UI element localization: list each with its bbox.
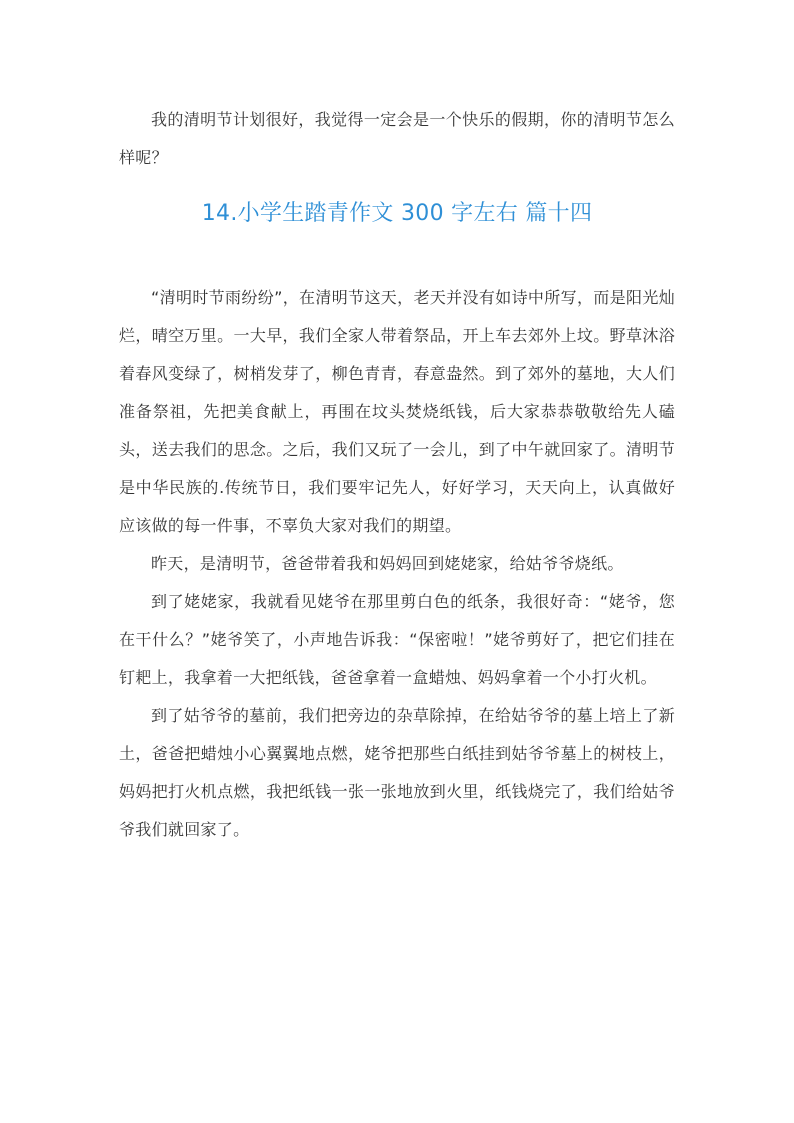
paragraph-1: “清明时节雨纷纷”，在清明节这天，老天并没有如诗中所写，而是阳光灿烂，晴空万里。一大早，我们全家人带着祭品，开上车去郊外上坟。野草沐浴着春风变绿了，树梢发芽了，柳色青青，春意盎然。到了郊外的墓地，大人们准备祭祖，先把美食献上，再围在坟头焚烧纸钱，后大家恭恭敬敬给先人磕头，送去我们的思念。之后，我们又玩了一会儿，到了中午就回家了。清明节是中华民族的.传统节日，我们要牢记先人，好好学习，天天向上，认真做好应该做的每一件事，不辜负大家对我们的期望。 <box>119 288 675 535</box>
document-body <box>119 101 675 849</box>
paragraph-2: 昨天，是清明节，爸爸带着我和妈妈回到姥姥家，给姑爷爷烧纸。 <box>151 554 624 573</box>
paragraph-3: 到了姥姥家，我就看见姥爷在那里剪白色的纸条，我很好奇：“姥爷，您在干什么？”姥爷笑了，小声地告诉我：“保密啦！”姥爷剪好了，把它们挂在钉耙上，我拿着一大把纸钱，爸爸拿着一盒蜡烛、妈妈拿着一个小打火机。 <box>119 592 675 687</box>
essay-title: 14.小学生踏青作文 300 字左右 篇十四 <box>201 201 593 226</box>
intro-paragraph: 我的清明节计划很好，我觉得一定会是一个快乐的假期，你的清明节怎么样呢？ <box>119 110 675 167</box>
paragraph-4: 到了姑爷爷的墓前，我们把旁边的杂草除掉，在给姑爷爷的墓上培上了新土，爸爸把蜡烛小心翼翼地点燃，姥爷把那些白纸挂到姑爷爷墓上的树枝上，妈妈把打火机点燃，我把纸钱一张一张地放到火里，纸钱烧完了，我们给姑爷爷我们就回家了。 <box>119 706 675 839</box>
